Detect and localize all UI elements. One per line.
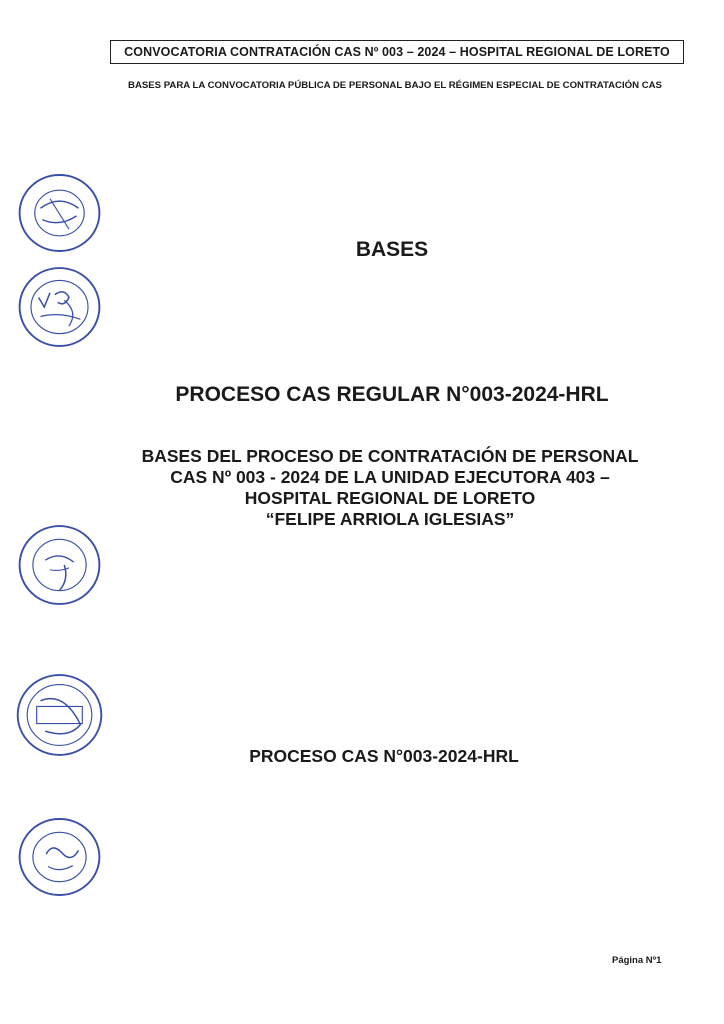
description-line: CAS Nº 003 - 2024 DE LA UNIDAD EJECUTORA 403 – (170, 467, 610, 487)
convocatoria-title: CONVOCATORIA CONTRATACIÓN CAS Nº 003 – 2024 – HOSPITAL REGIONAL DE LORETO (124, 45, 670, 59)
process-regular-heading: PROCESO CAS REGULAR N°003-2024-HRL (175, 383, 609, 406)
hospital-regional-personal-seal-icon (12, 812, 107, 902)
process-short-heading: PROCESO CAS N°003-2024-HRL (249, 746, 519, 766)
header-box (110, 40, 684, 64)
process-description (70, 446, 710, 530)
bases-subtitle: BASES PARA LA CONVOCATORIA PÚBLICA DE PERSONAL BAJO EL RÉGIMEN ESPECIAL DE CONTRATACIÓN CAS (128, 80, 662, 91)
description-line: “FELIPE ARRIOLA IGLESIAS” (265, 509, 515, 529)
direccion-administrativa-seal-icon (12, 520, 107, 610)
description-line: BASES DEL PROCESO DE CONTRATACIÓN DE PERSONAL (141, 446, 639, 466)
page-number: Página Nº1 (612, 955, 662, 966)
direccion-salud-seal-icon (12, 168, 107, 258)
asesoria-juridica-seal-icon (12, 670, 107, 760)
document-title: BASES (355, 238, 429, 261)
description-line: HOSPITAL REGIONAL DE LORETO (244, 488, 536, 508)
vobo-planeamiento-seal-icon (12, 262, 107, 352)
